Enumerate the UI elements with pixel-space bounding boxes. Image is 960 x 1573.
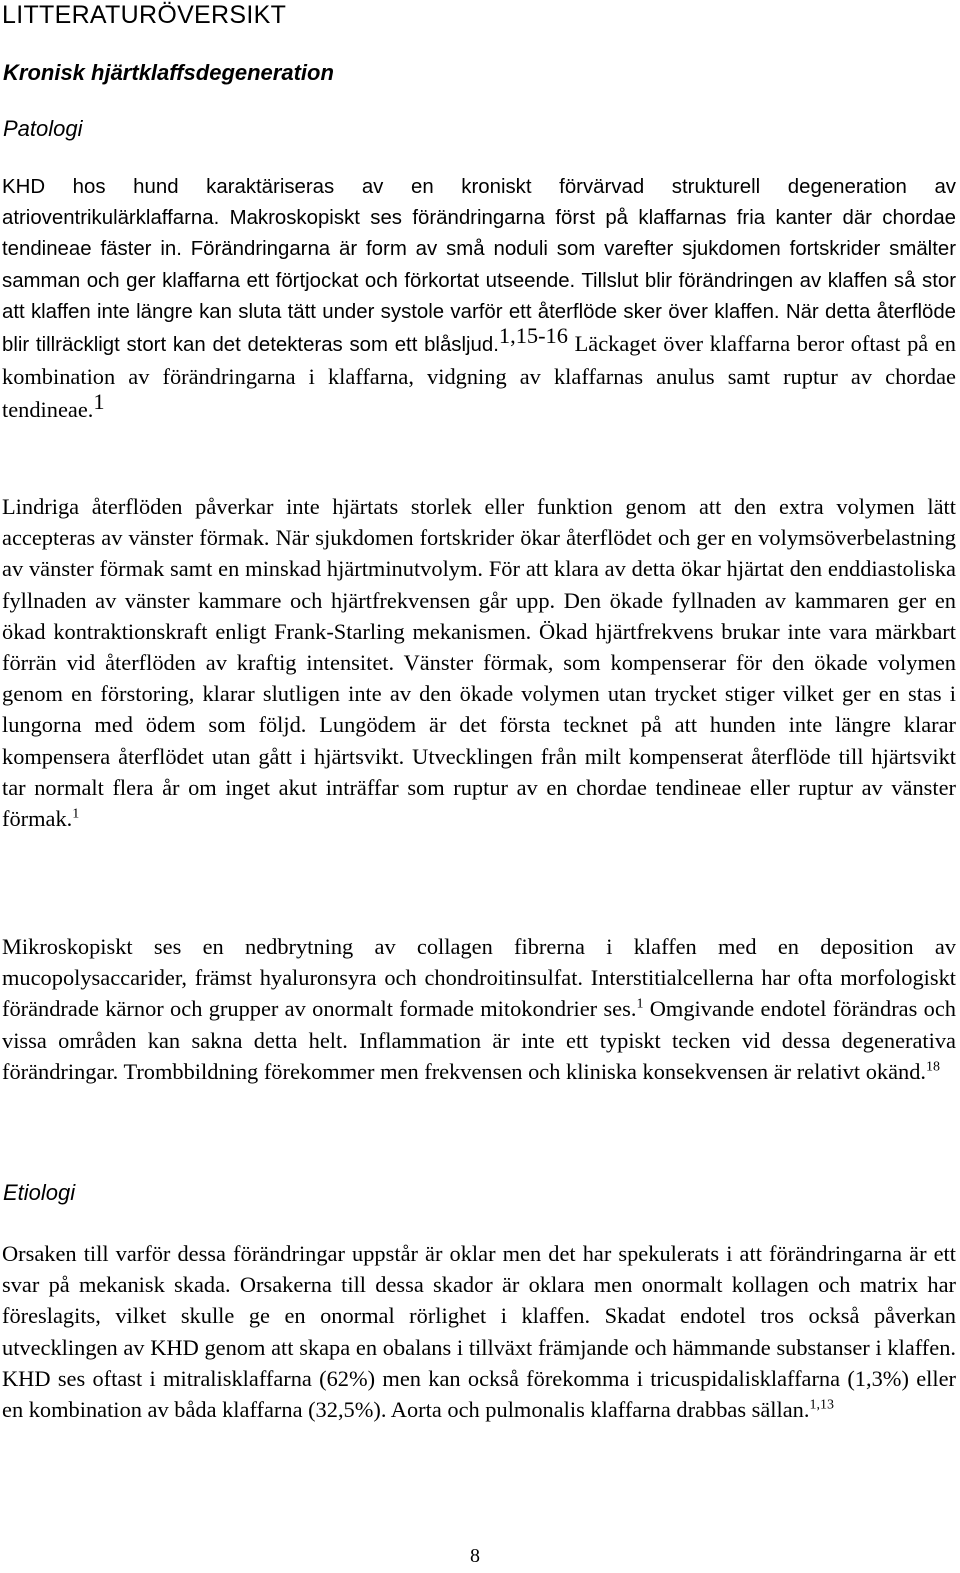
paragraph-text: Orsaken till varför dessa förändringar uppstår är oklar men det har spekulerats i att förändringarna är ett svar på mekanisk skada. Orsakerna till dessa skador är oklara men onormalt kollagen och matrix har föreslagits, vilket skulle ge en onormal rörlighet i klaffen. Skadat endotel tros också påverkan utvecklingen av KHD genom att skapa en obalans i tillväxt främjande och hämmande substanser i klaffen. KHD ses oftast i mitralisklaffarna (62%) men kan också förekomma i tricuspidalisklaffarna (1,3%) eller en kombination av båda klaffarna (32,5%). Aorta och pulmonalis klaffarna drabbas sällan. bbox=[2, 1241, 956, 1423]
reference-superscript: 1 bbox=[72, 806, 80, 822]
reference-superscript: 1 bbox=[93, 389, 105, 415]
reference-superscript: 1,15-16 bbox=[498, 323, 568, 349]
page-number: 8 bbox=[470, 1545, 480, 1567]
section-heading-patologi: Patologi bbox=[3, 116, 83, 141]
reference-superscript: 18 bbox=[926, 1059, 941, 1075]
section-heading-etiologi: Etiologi bbox=[3, 1180, 76, 1205]
paragraph-text: Omgivande endotel förändras och vissa områden kan sakna detta helt. Inflammation är inte ett typiskt tecken vid dessa degenerativa förändringar. Trombbildning förekommer men frekvensen och kliniska konsekvensen är relativt okänd. bbox=[2, 996, 956, 1084]
page-heading: LITTERATURÖVERSIKT bbox=[2, 1, 287, 29]
paragraph-text: Läckaget över klaffarna beror oftast på en kombination av förändringarna i klaffarna, vidgning av klaffarnas anulus samt ruptur av chordae tendineae. bbox=[2, 331, 957, 423]
paragraph-patologi-3 bbox=[2, 931, 956, 1087]
paragraph-text: KHD hos hund karaktäriseras av en kroniskt förvärvad strukturell degeneration av atrioventrikulärklaffarna. Makroskopiskt ses förändringarna först på klaffarnas fria kanter där chordae tendineae fäster in. Förändringarna är form av små noduli som varefter sjukdomen fortskrider smälter samman och ger klaffarna ett förtjockat och förkortat utseende. Tillslut blir förändringen av klaffen så stor att klaffen inte längre kan sluta tätt under systole varför ett återflöde sker över klaffen. När detta återflöde blir tillräckligt stort kan det detekteras som ett blåsljud. bbox=[2, 176, 956, 357]
reference-superscript: 1 bbox=[636, 996, 644, 1012]
paragraph-patologi-1 bbox=[2, 172, 956, 428]
paragraph-etiologi-1 bbox=[2, 1238, 956, 1425]
reference-superscript: 1,13 bbox=[809, 1397, 834, 1413]
subheading: Kronisk hjärtklaffsdegeneration bbox=[3, 60, 334, 85]
paragraph-text: Lindriga återflöden påverkar inte hjärtats storlek eller funktion genom att den extra volymen lätt accepteras av vänster förmak. När sjukdomen fortskrider ökar återflödet och ger en volymsöverbelastning av vänster förmak samt en minskad hjärtminutvolym. För att klara av detta ökar hjärtat den enddiastoliska fyllnaden av vänster kammare och hjärtfrekvensen går upp. Den ökade fyllnaden av kammaren ger en ökad kontraktionskraft enligt Frank-Starling mekanismen. Ökad hjärtfrekvens brukar inte vara märkbart förrän vid återflöden av kraftig intensitet. Vänster förmak, som kompenserar för den ökade volymen genom en förstoring, klarar slutligen inte av den ökade volymen utan trycket stiger vilket ger en stas i lungorna med ödem som följd. Lungödem är det första tecknet på att hunden inte längre klarar kompensera återflödet utan gått i hjärtsvikt. Utvecklingen från milt kompenserat återflöde till hjärtsvikt tar normalt flera år om inget akut inträffar som ruptur av en chordae tendineae eller ruptur av vänster förmak. bbox=[2, 494, 956, 832]
paragraph-patologi-2 bbox=[2, 491, 956, 834]
paragraph-text: Mikroskopiskt ses en nedbrytning av collagen fibrerna i klaffen med en deposition av mucopolysaccarider, främst hyaluronsyra och chondroitinsulfat. Interstitialcellerna har ofta morfologiskt förändrade kärnor och grupper av onormalt formade mitokondrier ses. bbox=[2, 934, 956, 1022]
